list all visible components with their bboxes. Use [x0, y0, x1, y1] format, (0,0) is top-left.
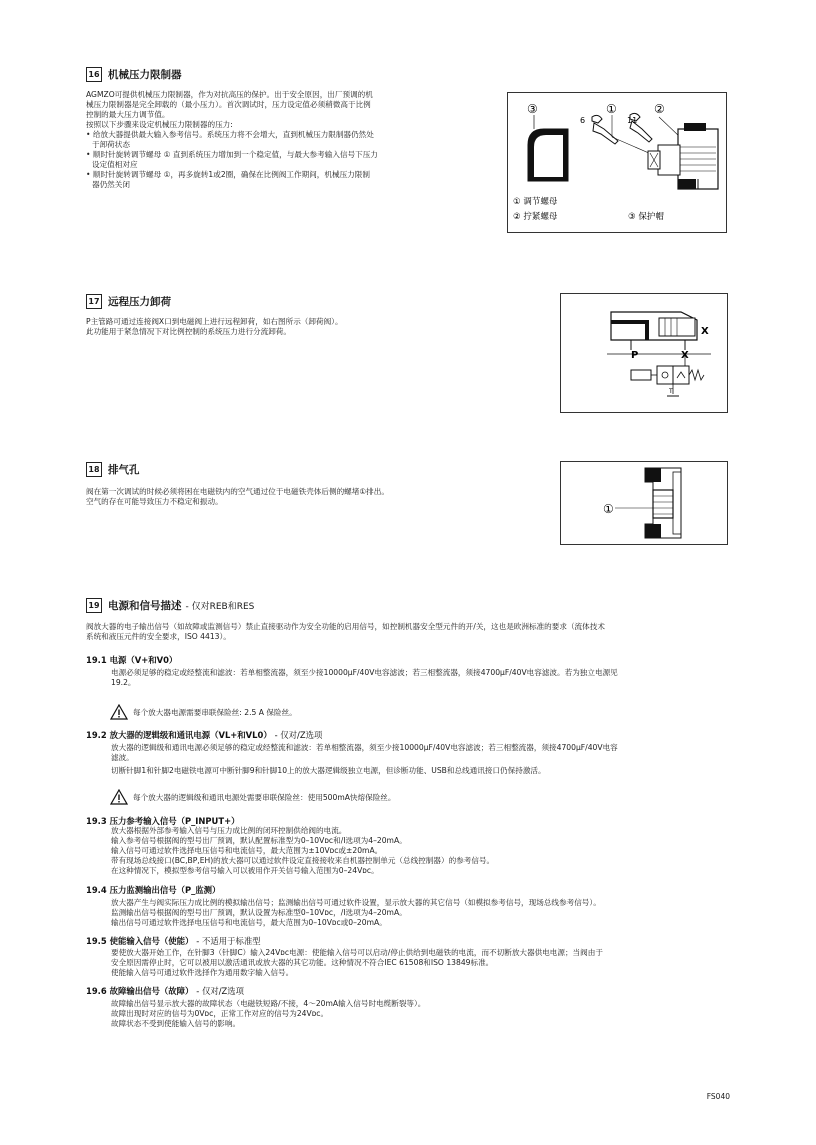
sub-19-1-number: 19.1 [86, 655, 107, 665]
sub-19-2-number: 19.2 [86, 730, 107, 740]
sub-19-5-title: 使能输入信号（使能） [109, 936, 194, 946]
s17-line: P主管路可通过连接阀X口到电磁阀上进行远程卸荷，如右图所示（卸荷阀）。 [86, 317, 343, 326]
s19-3-line: 放大器根据外部参考输入信号与压力成比例的闭环控制供给阀的电流。 [111, 826, 347, 835]
s19-3-line: 输入参考信号根据阀的型号出厂预调，默认配置标准型为0–10Vᴅᴄ和/I选项为4–20mA。 [111, 836, 407, 845]
fig16-callout-3: ③ [527, 102, 538, 116]
sub-19-6-sub: - 仅对/Z选项 [196, 986, 245, 996]
section-17-number: 17 [86, 294, 102, 309]
s18-line: 阀在第一次调试的时候必须将困在电磁铁内的空气通过位于电磁铁壳体后侧的螺堵①排出。 [86, 487, 389, 496]
s19-3-line: 在这种情况下，模拟型参考信号输入可以被用作开关信号输入范围为0–24Vᴅᴄ。 [111, 866, 379, 875]
sub-19-3-body [111, 826, 494, 876]
s19-5-line: 安全原因需停止时，它可以被用以激活通讯或放大器的其它功能。这种情况不符合IEC 61508和ISO 13849标准。 [111, 958, 494, 967]
fig17-x-port: X [701, 326, 709, 337]
sub-19-6-heading [86, 985, 244, 997]
fig16-legend-2: ② 拧紧螺母 [513, 212, 558, 222]
s16-line: AGMZO可提供机械压力限制器，作为对抗高压的保护。出于安全原因，出厂预调的机 [86, 90, 373, 99]
remote-unloading-drawing [561, 294, 727, 412]
footer-code: FS040 [706, 1092, 730, 1101]
s19-6-line: 故障状态不受到使能输入信号的影响。 [111, 1019, 241, 1028]
s19-intro-line: 阀放大器的电子输出信号（如故障或监测信号）禁止直接驱动作为安全功能的启用信号，如控制机器安全型元件的开/关，这也是欧洲标准的要求（流体技术 [86, 622, 605, 631]
section-17-title: 远程压力卸荷 [108, 296, 171, 308]
sub-19-2-heading [86, 729, 322, 741]
sub-19-6-number: 19.6 [86, 986, 107, 996]
section-18-body [86, 487, 389, 507]
pressure-limiter-drawing [508, 93, 726, 232]
s16-line: • 顺时针旋转调节螺母 ①，再多旋转1或2圈，确保在比例阀工作期间，机械压力限制 [86, 170, 370, 179]
fig17-x-line: X [681, 350, 689, 361]
fig16-legend-3: ③ 保护帽 [628, 212, 664, 222]
s16-line: 械压力限制器是完全卸载的（最小压力）。首次调试时，压力设定值必须稍微高于比例 [86, 100, 371, 109]
sub-19-1-note: 每个放大器电源需要串联保险丝: 2.5 A 保险丝。 [133, 707, 297, 717]
sub-19-4-title: 压力监测输出信号（P_监测） [109, 885, 221, 895]
sub-19-3-number: 19.3 [86, 816, 107, 826]
air-bleed-drawing [561, 462, 727, 544]
section-18-heading [86, 462, 140, 477]
s19-5-line: 要使放大器开始工作，在针脚3（针脚C）输入24Vᴅᴄ电源：使能输入信号可以启动/停止供给到电磁铁的电流，而不切断放大器供电电源；当阀由于 [111, 948, 603, 957]
s16-line: • 给放大器提供最大输入参考信号。系统压力将不会增大，直到机械压力限制器仍然处 [86, 130, 374, 139]
fig16-wrench-11: 11 [627, 116, 638, 125]
section-19-heading [86, 598, 254, 613]
section-19-number: 19 [86, 598, 102, 613]
s16-line: 按照以下步骤来设定机械压力限制器的压力: [86, 120, 233, 129]
sub-19-5-sub: - 不适用于标准型 [196, 936, 261, 946]
warning-icon [110, 704, 128, 720]
s19-6-line: 故障出现时对应的信号为0Vᴅᴄ，正常工作对应的信号为24Vᴅᴄ。 [111, 1009, 329, 1018]
fig18-callout-1: ① [603, 502, 614, 516]
s19-2-line: 切断针脚1和针脚2电磁铁电源可中断针脚9和针脚10上的放大器逻辑级独立电源，但诊断功能、USB和总线通讯接口仍保持激活。 [111, 766, 546, 775]
section-16-number: 16 [86, 67, 102, 82]
section-19-title: 电源和信号描述 [108, 600, 182, 612]
sub-19-6-title: 故障输出信号（故障） [109, 986, 194, 996]
section-17-body [86, 317, 343, 337]
section-19-intro [86, 622, 605, 642]
section-16-body [86, 90, 378, 190]
sub-19-1-heading [86, 654, 177, 666]
s19-2-line: 放大器的逻辑级和通讯电源必须足够的稳定或经整流和滤波：若单相整流器，须至少接10000μF/40V电容滤波；若三相整流器，须接4700μF/40V电容 [111, 743, 618, 752]
sub-19-3-title: 压力参考输入信号（P_INPUT+） [109, 816, 240, 826]
sub-19-2-warning [110, 789, 396, 805]
warning-icon [110, 789, 128, 805]
pressure-limiter-figure [507, 92, 727, 233]
s19-1-line: 19.2。 [111, 678, 136, 687]
sub-19-4-body [111, 898, 601, 928]
section-19-subtitle: - 仅对REB和RES [185, 602, 255, 612]
s19-1-line: 电源必须足够的稳定或经整流和滤波：若单相整流器，须至少接10000μF/40V电容滤波；若三相整流器，须接4700μF/40V电容滤波。若为独立电源见 [111, 668, 618, 677]
s19-4-line: 输出信号可通过软件选择电压信号和电流信号，最大范围为0–10Vᴅᴄ或0–20mA。 [111, 918, 387, 927]
s19-6-line: 故障输出信号显示放大器的故障状态（电磁铁短路/不接，4～20mA输入信号时电缆断裂等）。 [111, 999, 426, 1008]
s19-3-line: 输入信号可通过软件选择电压信号和电流信号，最大范围为±10Vᴅᴄ或±20mA。 [111, 846, 383, 855]
sub-19-5-body [111, 948, 603, 978]
s19-2-line: 滤波。 [111, 753, 134, 762]
fig16-wrench-6: 6 [580, 116, 586, 125]
s16-line: 器仍然关闭 [92, 180, 130, 189]
s19-intro-line: 系统和液压元件的安全要求，ISO 4413）。 [86, 632, 231, 641]
air-bleed-figure [560, 461, 728, 545]
section-17-heading [86, 294, 171, 309]
sub-19-4-heading [86, 884, 220, 896]
fig17-p-port: P [631, 350, 639, 361]
s19-4-line: 放大器产生与阀实际压力成比例的模拟输出信号；监测输出信号可通过软件设置，显示放大器的其它信号（如模拟参考信号，现场总线参考信号）。 [111, 898, 601, 907]
s19-3-line: 带有现场总线接口(BC,BP,EH)的放大器可以通过软件设定直接接收来自机器控制单元（总线控制器）的参考信号。 [111, 856, 495, 865]
sub-19-4-number: 19.4 [86, 885, 107, 895]
section-16-title: 机械压力限制器 [108, 69, 182, 81]
sub-19-2-note: 每个放大器的逻辑级和通讯电源处需要串联保险丝：使用500mA快熔保险丝。 [133, 792, 396, 802]
sub-19-5-number: 19.5 [86, 936, 107, 946]
sub-19-6-body [111, 999, 425, 1029]
s16-line: 设定值相对应 [92, 160, 138, 169]
sub-19-1-title: 电源（V+和V0） [109, 655, 178, 665]
s18-line: 空气的存在可能导致压力不稳定和振动。 [86, 497, 223, 506]
sub-19-5-heading [86, 935, 261, 947]
s19-5-line: 使能输入信号可通过软件选择作为通用数字输入信号。 [111, 968, 294, 977]
sub-19-2-sub: - 仅对/Z选项 [274, 730, 323, 740]
sub-19-1-warning [110, 704, 297, 720]
s16-line: 于卸荷状态 [92, 140, 130, 149]
s17-line: 此功能用于紧急情况下对比例控制的系统压力进行分流卸荷。 [86, 327, 292, 336]
fig17-t-port: T [669, 388, 673, 395]
s16-line: 控制的最大压力调节值。 [86, 110, 170, 119]
fig16-legend-1: ① 调节螺母 [513, 197, 558, 207]
sub-19-2-body [111, 743, 618, 776]
section-16-heading [86, 67, 182, 82]
sub-19-2-title: 放大器的逻辑级和通讯电源（VL+和VL0） [109, 730, 272, 740]
sub-19-1-body [111, 668, 618, 688]
fig16-callout-1: ① [606, 102, 617, 116]
s16-line: • 顺时针旋转调节螺母 ① 直到系统压力增加到一个稳定值，与最大参考输入信号下压力 [86, 150, 378, 159]
section-18-title: 排气孔 [108, 464, 140, 476]
remote-unloading-figure [560, 293, 728, 413]
s19-4-line: 监测输出信号根据阀的型号出厂预调，默认设置为标准型0–10Vᴅᴄ，/I选项为4–20mA。 [111, 908, 407, 917]
fig16-callout-2: ② [654, 102, 665, 116]
section-18-number: 18 [86, 462, 102, 477]
